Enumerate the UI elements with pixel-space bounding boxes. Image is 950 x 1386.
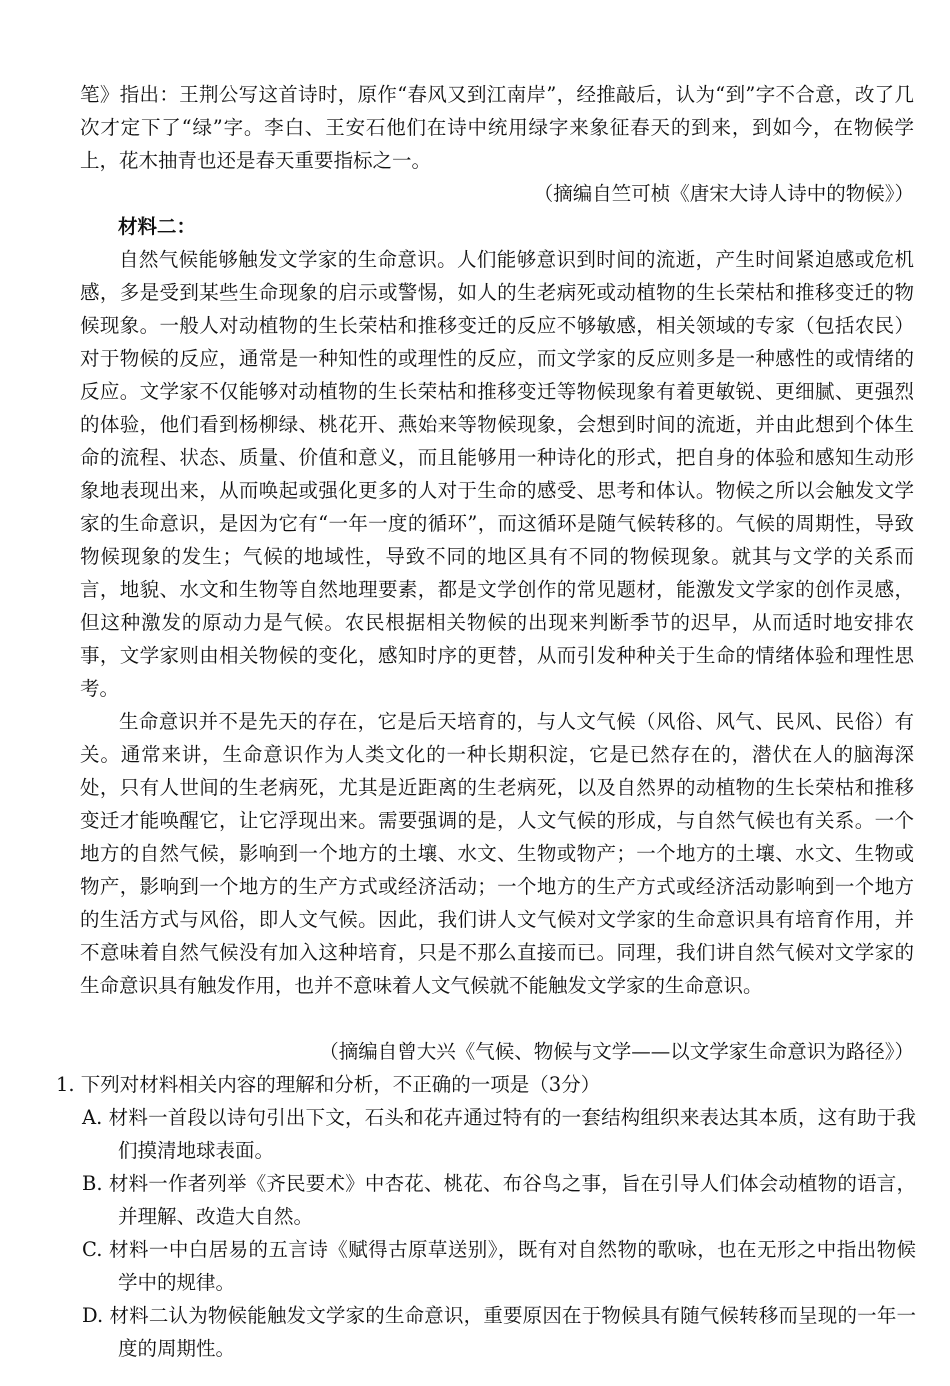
- material1-closing-paragraph: 笔》指出：王荆公写这首诗时，原作“春风又到江南岸”，经推敲后，认为“到”字不合意，改了几次才定下了“绿”字。李白、王安石他们在诗中统用绿字来象征春天的到来，到如今，在物候学上，花木抽青也还是春天重要指标之一。: [80, 83, 914, 172]
- question-1-option-a: A. 材料一首段以诗句引出下文，石头和花卉通过特有的一套结构组织来表达其本质，这有助于我们摸清地球表面。: [82, 1106, 916, 1162]
- question-1-option-c: C. 材料一中白居易的五言诗《赋得古原草送别》，既有对自然物的歌咏，也在无形之中指出物候学中的规律。: [82, 1238, 916, 1294]
- question-1-option-b: B. 材料一作者列举《齐民要术》中杏花、桃花、布谷鸟之事，旨在引导人们体会动植物的语言，并理解、改造大自然。: [82, 1172, 916, 1228]
- material2-paragraph-1: 自然气候能够触发文学家的生命意识。人们能够意识到时间的流逝，产生时间紧迫感或危机感，多是受到某些生命现象的启示或警惕，如人的生老病死或动植物的生长荣枯和推移变迁的物候现象。一般人对动植物的生长荣枯和推移变迁的反应不够敏感，相关领域的专家（包括农民）对于物候的反应，通常是一种知性的或理性的反应，而文学家的反应则多是一种感性的或情绪的反应。文学家不仅能够对动植物的生长荣枯和推移变迁等物候现象有着更敏锐、更细腻、更强烈的体验，他们看到杨柳绿、桃花开、燕始来等物候现象，会想到时间的流逝，并由此想到个体生命的流程、状态、质量、价值和意义，而且能够用一种诗化的形式，把自身的体验和感知生动形象地表现出来，从而唤起或强化更多的人对于生命的感受、思考和体认。物候之所以会触发文学家的生命意识，是因为它有“一年一度的循环”，而这循环是随气候转移的。气候的周期性，导致物候现象的发生；气候的地域性，导致不同的地区具有不同的物候现象。就其与文学的关系而言，地貌、水文和生物等自然地理要素，都是文学创作的常见题材，能激发文学家的创作灵感，但这种激发的原动力是气候。农民根据相关物候的出现来判断季节的迟早，从而适时地安排农事，文学家则由相关物候的变化，感知时序的更替，从而引发种种关于生命的情绪体验和理性思考。: [80, 248, 914, 700]
- question-1-option-d: D. 材料二认为物候能触发文学家的生命意识，重要原因在于物候具有随气候转移而呈现的一年一度的周期性。: [82, 1304, 916, 1360]
- question-1-stem: 1. 下列对材料相关内容的理解和分析，不正确的一项是（3分）: [56, 1073, 601, 1096]
- material2-paragraph-2: 生命意识并不是先天的存在，它是后天培育的，与人文气候（风俗、风气、民风、民俗）有关。通常来讲，生命意识作为人类文化的一种长期积淀，它是已然存在的，潜伏在人的脑海深处，只有人世间的生老病死，尤其是近距离的生老病死，以及自然界的动植物的生长荣枯和推移变迁才能唤醒它，让它浮现出来。需要强调的是，人文气候的形成，与自然气候也有关系。一个地方的自然气候，影响到一个地方的土壤、水文、生物或物产；一个地方的土壤、水文、生物或物产，影响到一个地方的生产方式或经济活动；一个地方的生产方式或经济活动影响到一个地方的生活方式与风俗，即人文气候。因此，我们讲人文气候对文学家的生命意识具有培育作用，并不意味着自然气候没有加入这种培育，只是不那么直接而已。同理，我们讲自然气候对文学家的生命意识具有触发作用，也并不意味着人文气候就不能触发文学家的生命意识。: [80, 710, 914, 997]
- material2-source: （摘编自曾大兴《气候、物候与文学——以文学家生命意识为路径》）: [319, 1040, 914, 1063]
- material1-source: （摘编自竺可桢《唐宋大诗人诗中的物候》）: [533, 182, 914, 205]
- material2-heading: 材料二：: [118, 215, 197, 238]
